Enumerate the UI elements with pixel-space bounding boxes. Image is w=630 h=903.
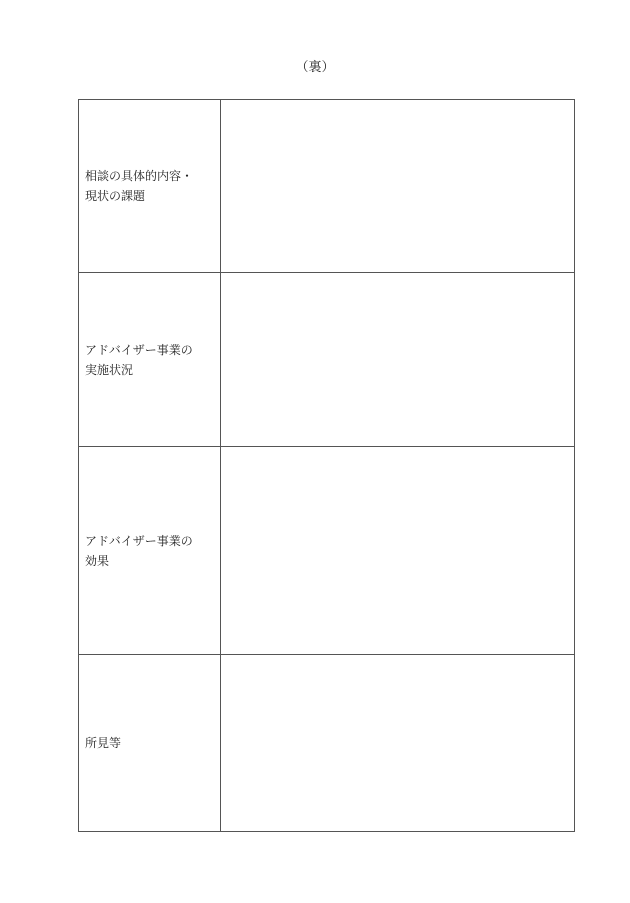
implementation-status-label-line-2: 実施状況	[85, 362, 134, 377]
form-row-consultation-details	[79, 100, 575, 273]
remarks-label-line-1: 所見等	[85, 736, 122, 750]
remarks-label	[79, 655, 221, 832]
implementation-status-label	[79, 273, 221, 447]
form-row-implementation-status	[79, 273, 575, 447]
consultation-details-label-line-1: 相談の具体的内容・	[85, 169, 194, 183]
implementation-status-field[interactable]	[221, 273, 575, 447]
effects-field[interactable]	[221, 447, 575, 655]
effects-label-line-1: アドバイザー事業の	[85, 533, 193, 548]
form-row-remarks	[79, 655, 575, 832]
form-row-effects	[79, 447, 575, 655]
effects-label	[79, 447, 221, 655]
consultation-details-field[interactable]	[221, 100, 575, 273]
implementation-status-label-line-1: アドバイザー事業の	[85, 342, 193, 357]
remarks-field[interactable]	[221, 655, 575, 832]
report-form-table	[78, 99, 575, 832]
consultation-details-label	[79, 100, 221, 273]
effects-label-line-2: 効果	[85, 553, 110, 568]
consultation-details-label-line-2: 現状の課題	[85, 189, 146, 203]
page-heading: （裏）	[295, 60, 335, 75]
